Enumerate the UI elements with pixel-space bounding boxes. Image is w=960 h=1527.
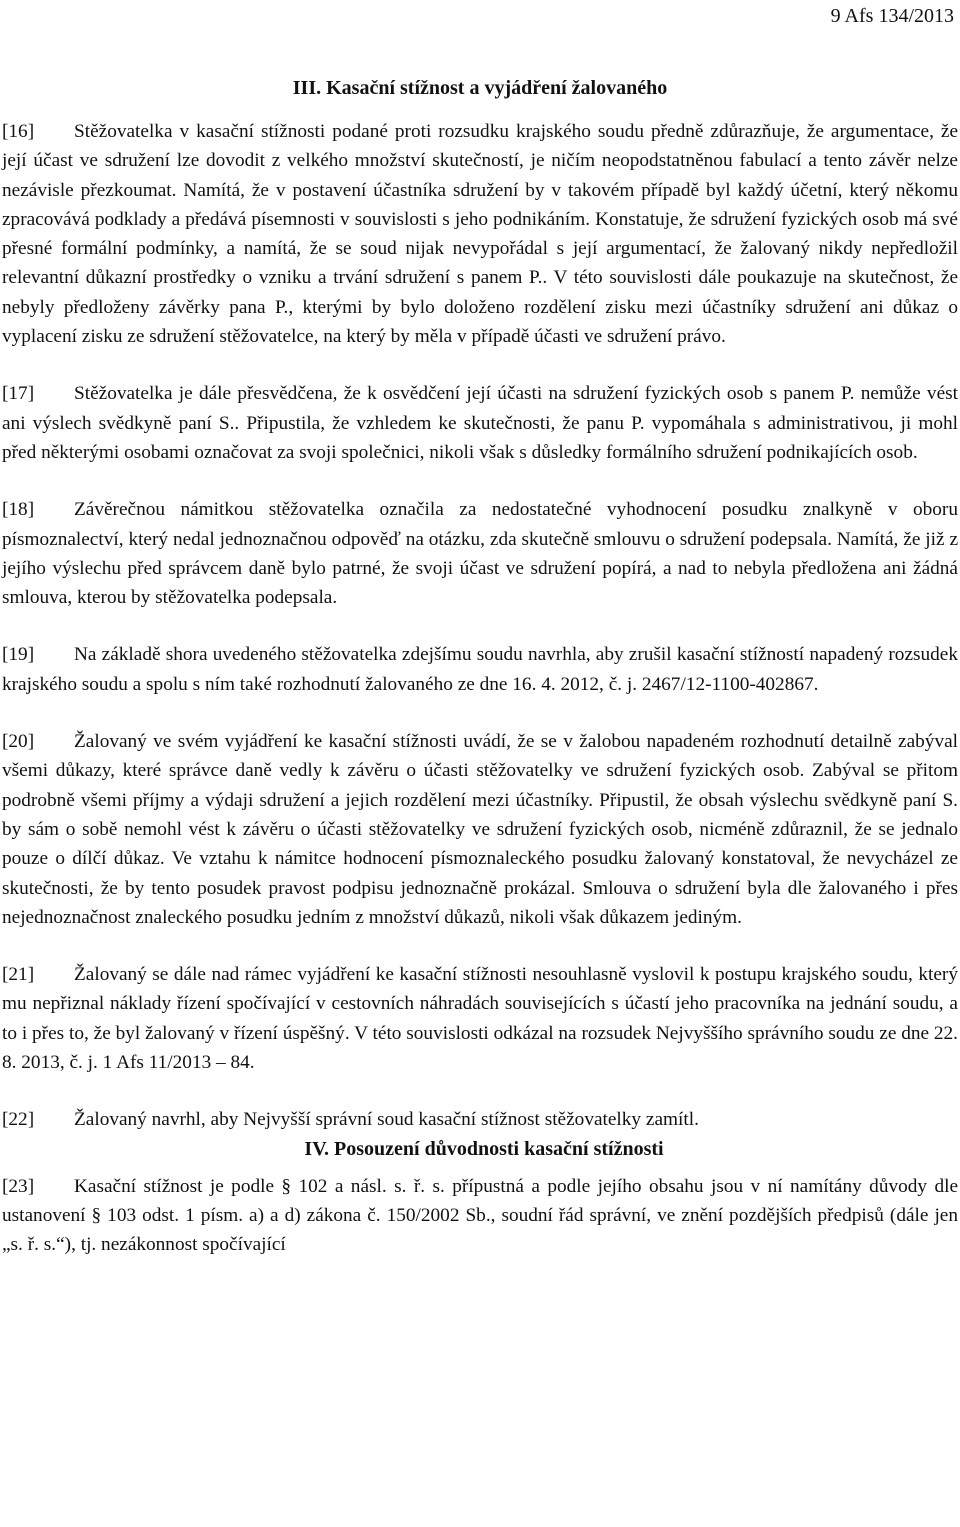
paragraph-number: [18] xyxy=(2,499,35,521)
paragraph-text: Stěžovatelka v kasační stížnosti podané proti rozsudku krajského soudu předně zdůrazňuje, že argumentace, že její účast ve sdružení lze dovodit z velkého množství skutečností, je ničím neopodstatněnou fabulací a tento závěr nelze nezávisle přezkoumat. Namítá, že v postavení účastníka sdružení by v takovém případě byl každý účetní, který někomu zpracovává podklady a předává písemnosti v souvislosti s jeho podnikáním. Konstatuje, že sdružení fyzických osob má své přesné formální podmínky, a namítá, že se soud nijak nevypořádal s její argumentací, že žalovaný nikdy nepředložil relevantní důkazní prostředky o vzniku a trvání sdružení s panem P.. V této souvislosti dále poukazuje na skutečnost, že nebyly předloženy závěrky pana P., kterými by bylo doloženo rozdělení zisku mezi účastníky sdružení ani důkaz o vyplacení zisku ze sdružení stěžovatelce, na který by měla v případě účasti ve sdružení právo. xyxy=(2,121,958,348)
paragraph-number: [19] xyxy=(2,644,35,666)
document-number: 9 Afs 134/2013 xyxy=(830,5,954,27)
paragraph-text: Žalovaný se dále nad rámec vyjádření ke kasační stížnosti nesouhlasně vyslovil k postupu krajského soudu, který mu nepřiznal náklady řízení spočívající v cestovních náhradách souvisejících s účastí jeho pracovníka na jednání soudu, a to i přes to, že byl žalovaný v řízení úspěšný. V této souvislosti odkázal na rozsudek Nejvyššího správního soudu ze dne 22. 8. 2013, č. j. 1 Afs 11/2013 – 84. xyxy=(2,964,958,1074)
paragraph-20 xyxy=(2,727,958,932)
paragraph-19 xyxy=(2,640,958,699)
paragraph-text: Stěžovatelka je dále přesvědčena, že k osvědčení její účasti na sdružení fyzických osob s panem P. nemůže vést ani výslech svědkyně paní S.. Připustila, že vzhledem ke skutečnosti, že panu P. vypomáhala s administrativou, ji mohl před některými osobami označovat za svoji společnici, nikoli však s důsledky formálního sdružení podnikajících osob. xyxy=(2,383,958,463)
paragraph-number: [21] xyxy=(2,964,35,986)
paragraph-number: [17] xyxy=(2,383,35,405)
paragraph-text: Žalovaný navrhl, aby Nejvyšší správní soud kasační stížnost stěžovatelky zamítl. xyxy=(74,1109,699,1131)
paragraph-number: [16] xyxy=(2,121,35,142)
paragraph-text: Na základě shora uvedeného stěžovatelka zdejšímu soudu navrhla, aby zrušil kasační stížností napadený rozsudek krajského soudu a spolu s ním také rozhodnutí žalovaného ze dne 16. 4. 2012, č. j. 2467/12-1100-402867. xyxy=(2,644,958,695)
paragraph-text: Kasační stížnost je podle § 102 a násl. s. ř. s. přípustná a podle jejího obsahu jsou v ní namítány důvody dle ustanovení § 103 odst. 1 písm. a) a d) zákona č. 150/2002 Sb., soudní řád správní, ve znění pozdějších předpisů (dále jen „s. ř. s.“), tj. nezákonnost spočívající xyxy=(2,1175,958,1256)
paragraph-text: Žalovaný ve svém vyjádření ke kasační stížnosti uvádí, že se v žalobou napadeném rozhodnutí detailně zabýval všemi důkazy, které správce daně vedly k závěru o účasti stěžovatelky ve sdružení fyzických osob. Zabýval se přitom podrobně všemi příjmy a výdaji sdružení a jejich rozdělení mezi účastníky. Připustil, že obsah výslechu svědkyně paní S. by sám o sobě nemohl vést k závěru o účasti stěžovatelky ve sdružení fyzických osob, nicméně zdůraznil, že se jednalo pouze o dílčí důkaz. Ve vztahu k námitce hodnocení písmoznaleckého posudku žalovaný konstatoval, že nevycházel ze skutečnosti, že by tento posudek pravost podpisu jednoznačně prokázal. Smlouva o sdružení byla dle žalovaného i přes nejednoznačnost znaleckého posudku jedním z množství důkazů, nikoli však důkazem jediným. xyxy=(2,731,958,928)
paragraph-17 xyxy=(2,379,958,467)
paragraph-number: [23] xyxy=(2,1175,35,1197)
section-heading-iii: III. Kasační stížnost a vyjádření žalovaného xyxy=(292,77,668,99)
paragraph-18 xyxy=(2,495,958,612)
section-heading-iv: IV. Posouzení důvodnosti kasační stížnosti xyxy=(304,1137,664,1160)
paragraph-16 xyxy=(2,117,958,351)
paragraph-21 xyxy=(2,960,958,1077)
paragraph-22 xyxy=(2,1105,958,1134)
paragraph-number: [20] xyxy=(2,731,35,753)
paragraph-number: [22] xyxy=(2,1109,35,1131)
paragraph-text: Závěrečnou námitkou stěžovatelka označila za nedostatečné vyhodnocení posudku znalkyně v oboru písmoznalectví, který nedal jednoznačnou odpověď na otázku, zda skutečně smlouvu o sdružení podepsala. Namítá, že již z jejího výslechu před správcem daně bylo patrné, že svoji účast ve sdružení popírá, a nad to nebyla předložena ani žádná smlouva, kterou by stěžovatelka podepsala. xyxy=(2,499,958,609)
paragraph-23 xyxy=(2,1172,958,1260)
